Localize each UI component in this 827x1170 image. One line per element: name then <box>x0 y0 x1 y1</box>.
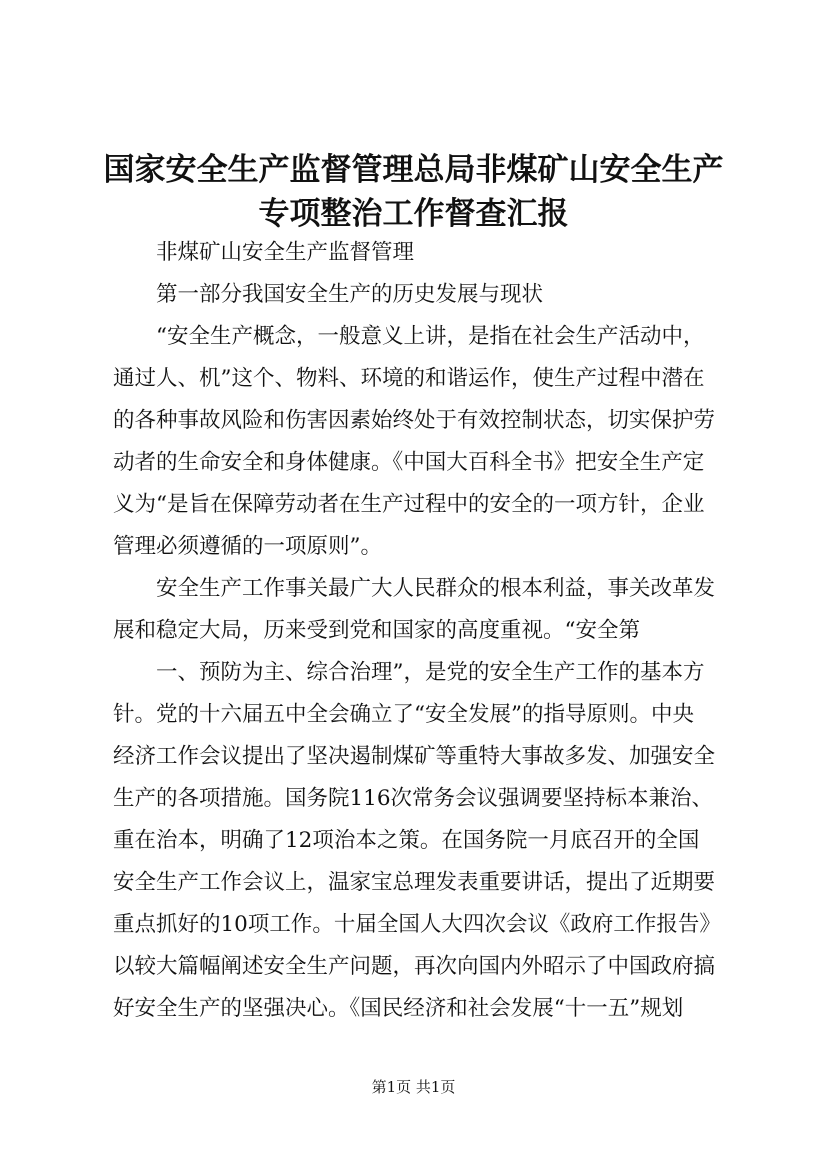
document-title-line-2: 专项整治工作督查汇报 <box>258 196 569 232</box>
body-line: 安全生产工作事关最广大人民群众的根本利益，事关改革发 <box>156 576 716 601</box>
page-footer: 第1页 共1页 <box>371 1078 456 1096</box>
body-line: 以较大篇幅阐述安全生产问题，再次向国内外昭示了中国政府搞 <box>113 954 716 979</box>
body-line: 非煤矿山安全生产监督管理 <box>156 240 415 265</box>
body-line: 经济工作会议提出了坚决遏制煤矿等重特大事故多发、加强安全 <box>113 744 716 769</box>
body-line: 针。党的十六届五中全会确立了“安全发展”的指导原则。中央 <box>113 702 694 727</box>
body-line: 通过人、机”这个、物料、环境的和谐运作，使生产过程中潜在 <box>113 366 705 391</box>
body-line: 生产的各项措施。国务院116次常务会议强调要坚持标本兼治、 <box>113 786 714 811</box>
body-line: “安全生产概念，一般意义上讲，是指在社会生产活动中， <box>156 324 705 349</box>
body-line: 重点抓好的10项工作。十届全国人大四次会议《政府工作报告》 <box>113 912 721 937</box>
body-line: 管理必须遵循的一项原则”。 <box>113 534 382 559</box>
body-line: 展和稳定大局，历来受到党和国家的高度重视。“安全第 <box>113 618 640 643</box>
document-body <box>113 232 725 1030</box>
body-line: 一、预防为主、综合治理”，是党的安全生产工作的基本方 <box>156 660 705 685</box>
document-title-line-1: 国家安全生产监督管理总局非煤矿山安全生产 <box>103 152 724 188</box>
body-line: 第一部分我国安全生产的历史发展与现状 <box>156 282 544 307</box>
body-line: 安全生产工作会议上，温家宝总理发表重要讲话，提出了近期要 <box>113 870 716 895</box>
body-line: 好安全生产的坚强决心。《国民经济和社会发展“十一五”规划 <box>113 996 684 1021</box>
body-line: 的各种事故风险和伤害因素始终处于有效控制状态，切实保护劳 <box>113 408 716 433</box>
body-line: 动者的生命安全和身体健康。《中国大百科全书》把安全生产定 <box>113 450 705 475</box>
body-line: 义为“是旨在保障劳动者在生产过程中的安全的一项方针，企业 <box>113 492 705 517</box>
body-line: 重在治本，明确了12项治本之策。在国务院一月底召开的全国 <box>113 828 700 853</box>
